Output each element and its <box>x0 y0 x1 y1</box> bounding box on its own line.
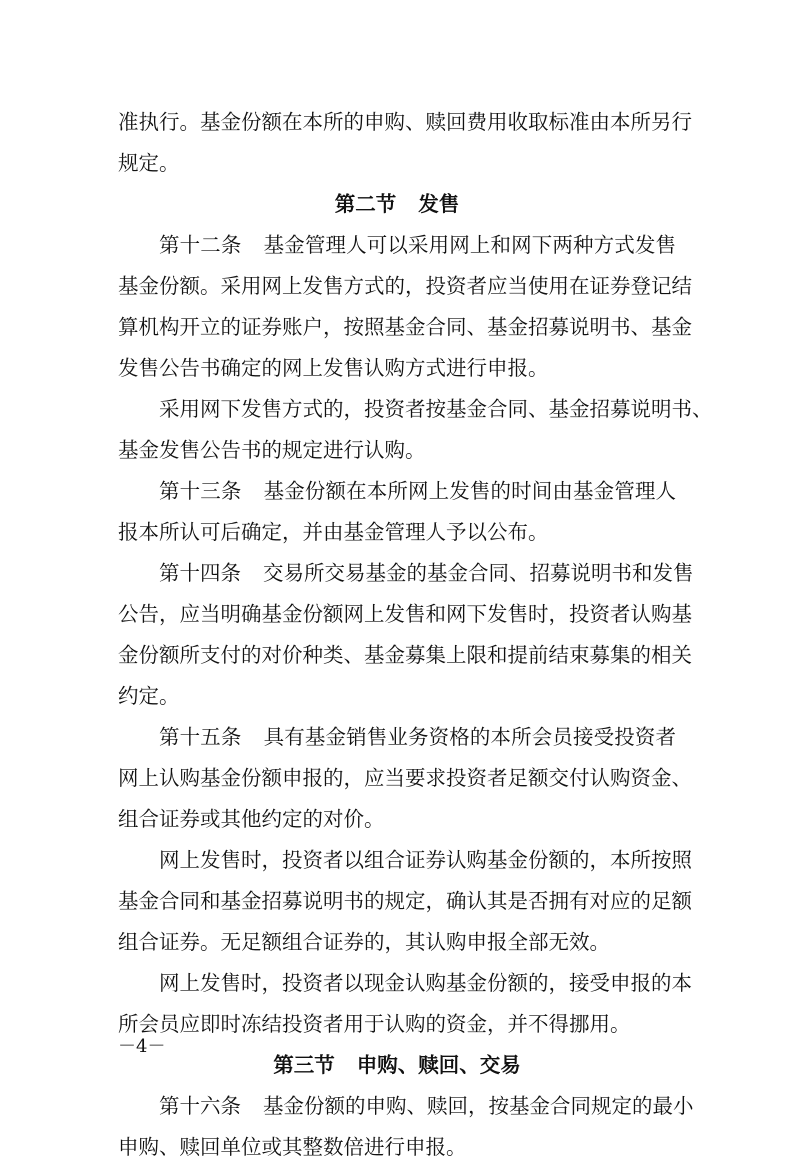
text-line: 第十四条 交易所交易基金的基金合同、招募说明书和发售 <box>159 561 694 585</box>
article-15 <box>118 717 692 840</box>
text-line: 准执行。基金份额在本所的申购、赎回费用收取标准由本所另行 <box>118 110 692 134</box>
document-body <box>118 102 713 1168</box>
article-number: 第十六条 <box>159 1094 241 1118</box>
text-line: 组合证券。无足额组合证券的，其认购申报全部无效。 <box>118 930 610 954</box>
article-14 <box>118 553 694 717</box>
text-line: 网上发售时，投资者以现金认购基金份额的，接受申报的本 <box>159 971 692 995</box>
article-number: 第十五条 <box>159 725 242 749</box>
text-line: 所会员应即时冻结投资者用于认购的资金，并不得挪用。 <box>118 1012 631 1036</box>
article-13 <box>118 471 676 553</box>
article-number: 第十四条 <box>159 561 241 585</box>
text-line: 第十二条 基金管理人可以采用网上和网下两种方式发售 <box>159 233 676 257</box>
text-line: 规定。 <box>118 151 180 175</box>
text-line: 网上认购基金份额申报的，应当要求投资者足额交付认购资金、 <box>118 766 692 790</box>
text-line: 约定。 <box>118 684 180 708</box>
article-12 <box>118 225 692 389</box>
section-number: 第三节 <box>273 1053 335 1077</box>
text-line: 基金合同和基金招募说明书的规定，确认其是否拥有对应的足额 <box>118 889 692 913</box>
article-12-paragraph-2 <box>118 389 713 471</box>
article-number: 第十二条 <box>159 233 242 257</box>
article-15-paragraph-2 <box>118 840 692 963</box>
text-line: 第十五条 具有基金销售业务资格的本所会员接受投资者 <box>159 725 676 749</box>
article-16 <box>118 1086 694 1168</box>
article-number: 第十三条 <box>159 479 242 503</box>
text-line: 金份额所支付的对价种类、基金募集上限和提前结束募集的相关 <box>118 643 692 667</box>
section-number: 第二节 <box>334 192 397 216</box>
text-line: 第十三条 基金份额在本所网上发售的时间由基金管理人 <box>159 479 676 503</box>
paragraph-continued <box>118 102 692 184</box>
text-line: 组合证券或其他约定的对价。 <box>118 807 385 831</box>
text-line: 报本所认可后确定，并由基金管理人予以公布。 <box>118 520 549 544</box>
section-heading-2 <box>118 184 676 225</box>
text-line: 基金份额。采用网上发售方式的，投资者应当使用在证券登记结 <box>118 274 692 298</box>
section-title: 申购、赎回、交易 <box>356 1053 521 1077</box>
text-line: 公告，应当明确基金份额网上发售和网下发售时，投资者认购基 <box>118 602 692 626</box>
page-number: －4－ <box>118 1036 166 1057</box>
text-line: 基金发售公告书的规定进行认购。 <box>118 438 426 462</box>
article-15-paragraph-3 <box>118 963 692 1045</box>
text-line: 采用网下发售方式的，投资者按基金合同、基金招募说明书、 <box>159 397 713 421</box>
text-line: 网上发售时，投资者以组合证券认购基金份额的，本所按照 <box>159 848 692 872</box>
text-line: 发售公告书确定的网上发售认购方式进行申报。 <box>118 356 549 380</box>
section-title: 发售 <box>418 192 460 216</box>
text-line: 申购、赎回单位或其整数倍进行申报。 <box>118 1135 467 1159</box>
section-heading-3 <box>118 1045 676 1086</box>
text-line: 算机构开立的证券账户，按照基金合同、基金招募说明书、基金 <box>118 315 692 339</box>
text-line: 第十六条 基金份额的申购、赎回，按基金合同规定的最小 <box>159 1094 694 1118</box>
